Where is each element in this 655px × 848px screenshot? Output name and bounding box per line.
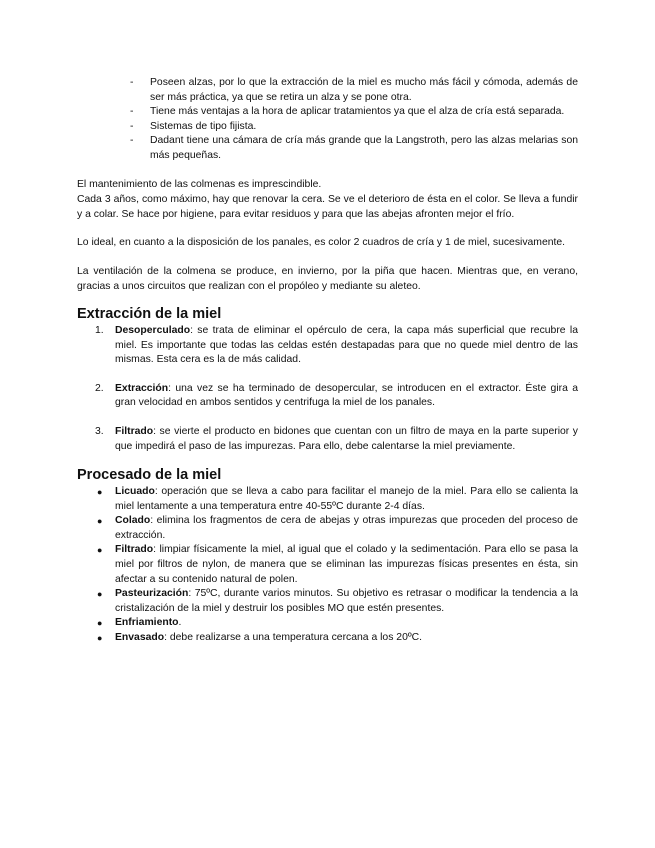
bullet-icon: ●	[97, 589, 103, 600]
list-item	[95, 631, 578, 646]
list-item-text: Dadant tiene una cámara de cría más grande que la Langstroth, pero las alzas melarias son más pequeñas.	[150, 135, 578, 161]
bullet-icon: ●	[97, 632, 103, 643]
alzas-dash-list	[130, 76, 578, 164]
bullet-icon: ●	[97, 516, 103, 527]
heading-extraccion: Extracción de la miel	[77, 306, 222, 322]
list-item-term: Envasado	[115, 631, 165, 643]
dash-marker: -	[130, 77, 134, 88]
list-item	[130, 134, 578, 163]
bullet-icon: ●	[97, 545, 103, 556]
list-item-text: Tiene más ventajas a la hora de aplicar tratamientos ya que el alza de cría está separada.	[150, 106, 565, 118]
dash-marker: -	[130, 120, 134, 132]
list-item	[95, 587, 578, 616]
list-item-text: : se vierte el producto en bidones que cuentan con un filtro de maya en la parte superior y que impedirá el paso de las impurezas. Para ello, debe calentarse la miel previamente.	[115, 425, 578, 452]
list-item-text: Sistemas de tipo fijista.	[150, 120, 257, 132]
procesado-bullet-list	[95, 485, 578, 646]
list-item-text: : operación que se lleva a cabo para facilitar el manejo de la miel. Para ello se calienta la miel lentamente a una temperatura entre 40-55ºC durante 2-4 días.	[115, 486, 578, 512]
list-item	[95, 616, 578, 631]
bullet-icon: ●	[97, 618, 103, 629]
list-number: 1.	[95, 325, 104, 336]
list-item	[130, 105, 578, 120]
paragraph-ventilacion: La ventilación de la colmena se produce, en invierno, por la piña que hacen. Mientras que, en verano, gracias a unos circuitos que realizan con el propóleo y mediante su aleteo.	[77, 266, 578, 292]
list-number: 3.	[95, 425, 104, 437]
list-number: 2.	[95, 382, 104, 394]
list-item	[95, 514, 578, 543]
dash-marker: -	[130, 106, 134, 118]
list-item-text: : elimina los fragmentos de cera de abejas y otras impurezas que proceden del proceso de extracción.	[115, 515, 578, 541]
list-item	[95, 425, 578, 454]
list-item-text: .	[178, 617, 182, 629]
list-item-text: : limpiar físicamente la miel, al igual que el colado y la sedimentación. Para ello se pasa la miel por filtros de nylon, de manera que se eliminan las impurezas físicas presentes en ésta, sin afectar a su contenido natural de polen.	[115, 544, 578, 585]
list-item	[95, 543, 578, 587]
list-item-text: Poseen alzas, por lo que la extracción de la miel es mucho más fácil y cómoda, además de ser más práctica, ya que se retira un alza y se pone otra.	[150, 77, 578, 103]
list-item-term: Desoperculado	[115, 325, 191, 336]
list-item-term: Colado	[115, 515, 151, 527]
list-item	[95, 324, 578, 368]
dash-marker: -	[130, 135, 134, 147]
list-item-term: Filtrado	[115, 425, 154, 437]
list-item-term: Extracción	[115, 382, 169, 394]
paragraph-cada-3-anos: Cada 3 años, como máximo, hay que renovar la cera. Se ve el deterioro de ésta en el color. Se lleva a fundir y a colar. Se hace por higiene, para evitar residuos y para que las abejas afronten mejor el frío.	[77, 194, 578, 220]
list-item-term: Filtrado	[115, 544, 154, 556]
list-item	[130, 120, 578, 135]
list-item-text: : debe realizarse a una temperatura cercana a los 20ºC.	[164, 631, 423, 643]
list-item-term: Licuado	[115, 486, 155, 497]
list-item-text: : 75ºC, durante varios minutos. Su objetivo es retrasar o modificar la tendencia a la cristalización de la miel y destruir los posibles MO que estén presentes.	[115, 588, 578, 614]
list-item-term: Pasteurización	[115, 588, 189, 600]
list-item	[95, 485, 578, 514]
list-item-term: Enfriamiento	[115, 617, 179, 629]
list-item	[130, 76, 578, 105]
heading-procesado: Procesado de la miel	[77, 467, 222, 483]
list-item	[95, 382, 578, 411]
paragraph-ideal: Lo ideal, en cuanto a la disposición de los panales, es color 2 cuadros de cría y 1 de miel, sucesivamente.	[77, 237, 566, 248]
bullet-icon: ●	[97, 487, 103, 497]
list-item-text: : una vez se ha terminado de desopercular, se introducen en el extractor. Éste gira a gran velocidad en ambos sentidos y centrifuga la miel de los panales.	[115, 382, 578, 409]
list-item-text: : se trata de eliminar el opérculo de cera, la capa más superficial que recubre la miel. Es importante que todas las celdas estén destapadas para que no quede miel dentro de las mismas. Esta cera es la de más calidad.	[115, 325, 578, 366]
paragraph-mantenimiento: El mantenimiento de las colmenas es imprescindible.	[77, 179, 322, 190]
extraccion-numbered-list	[95, 324, 578, 454]
